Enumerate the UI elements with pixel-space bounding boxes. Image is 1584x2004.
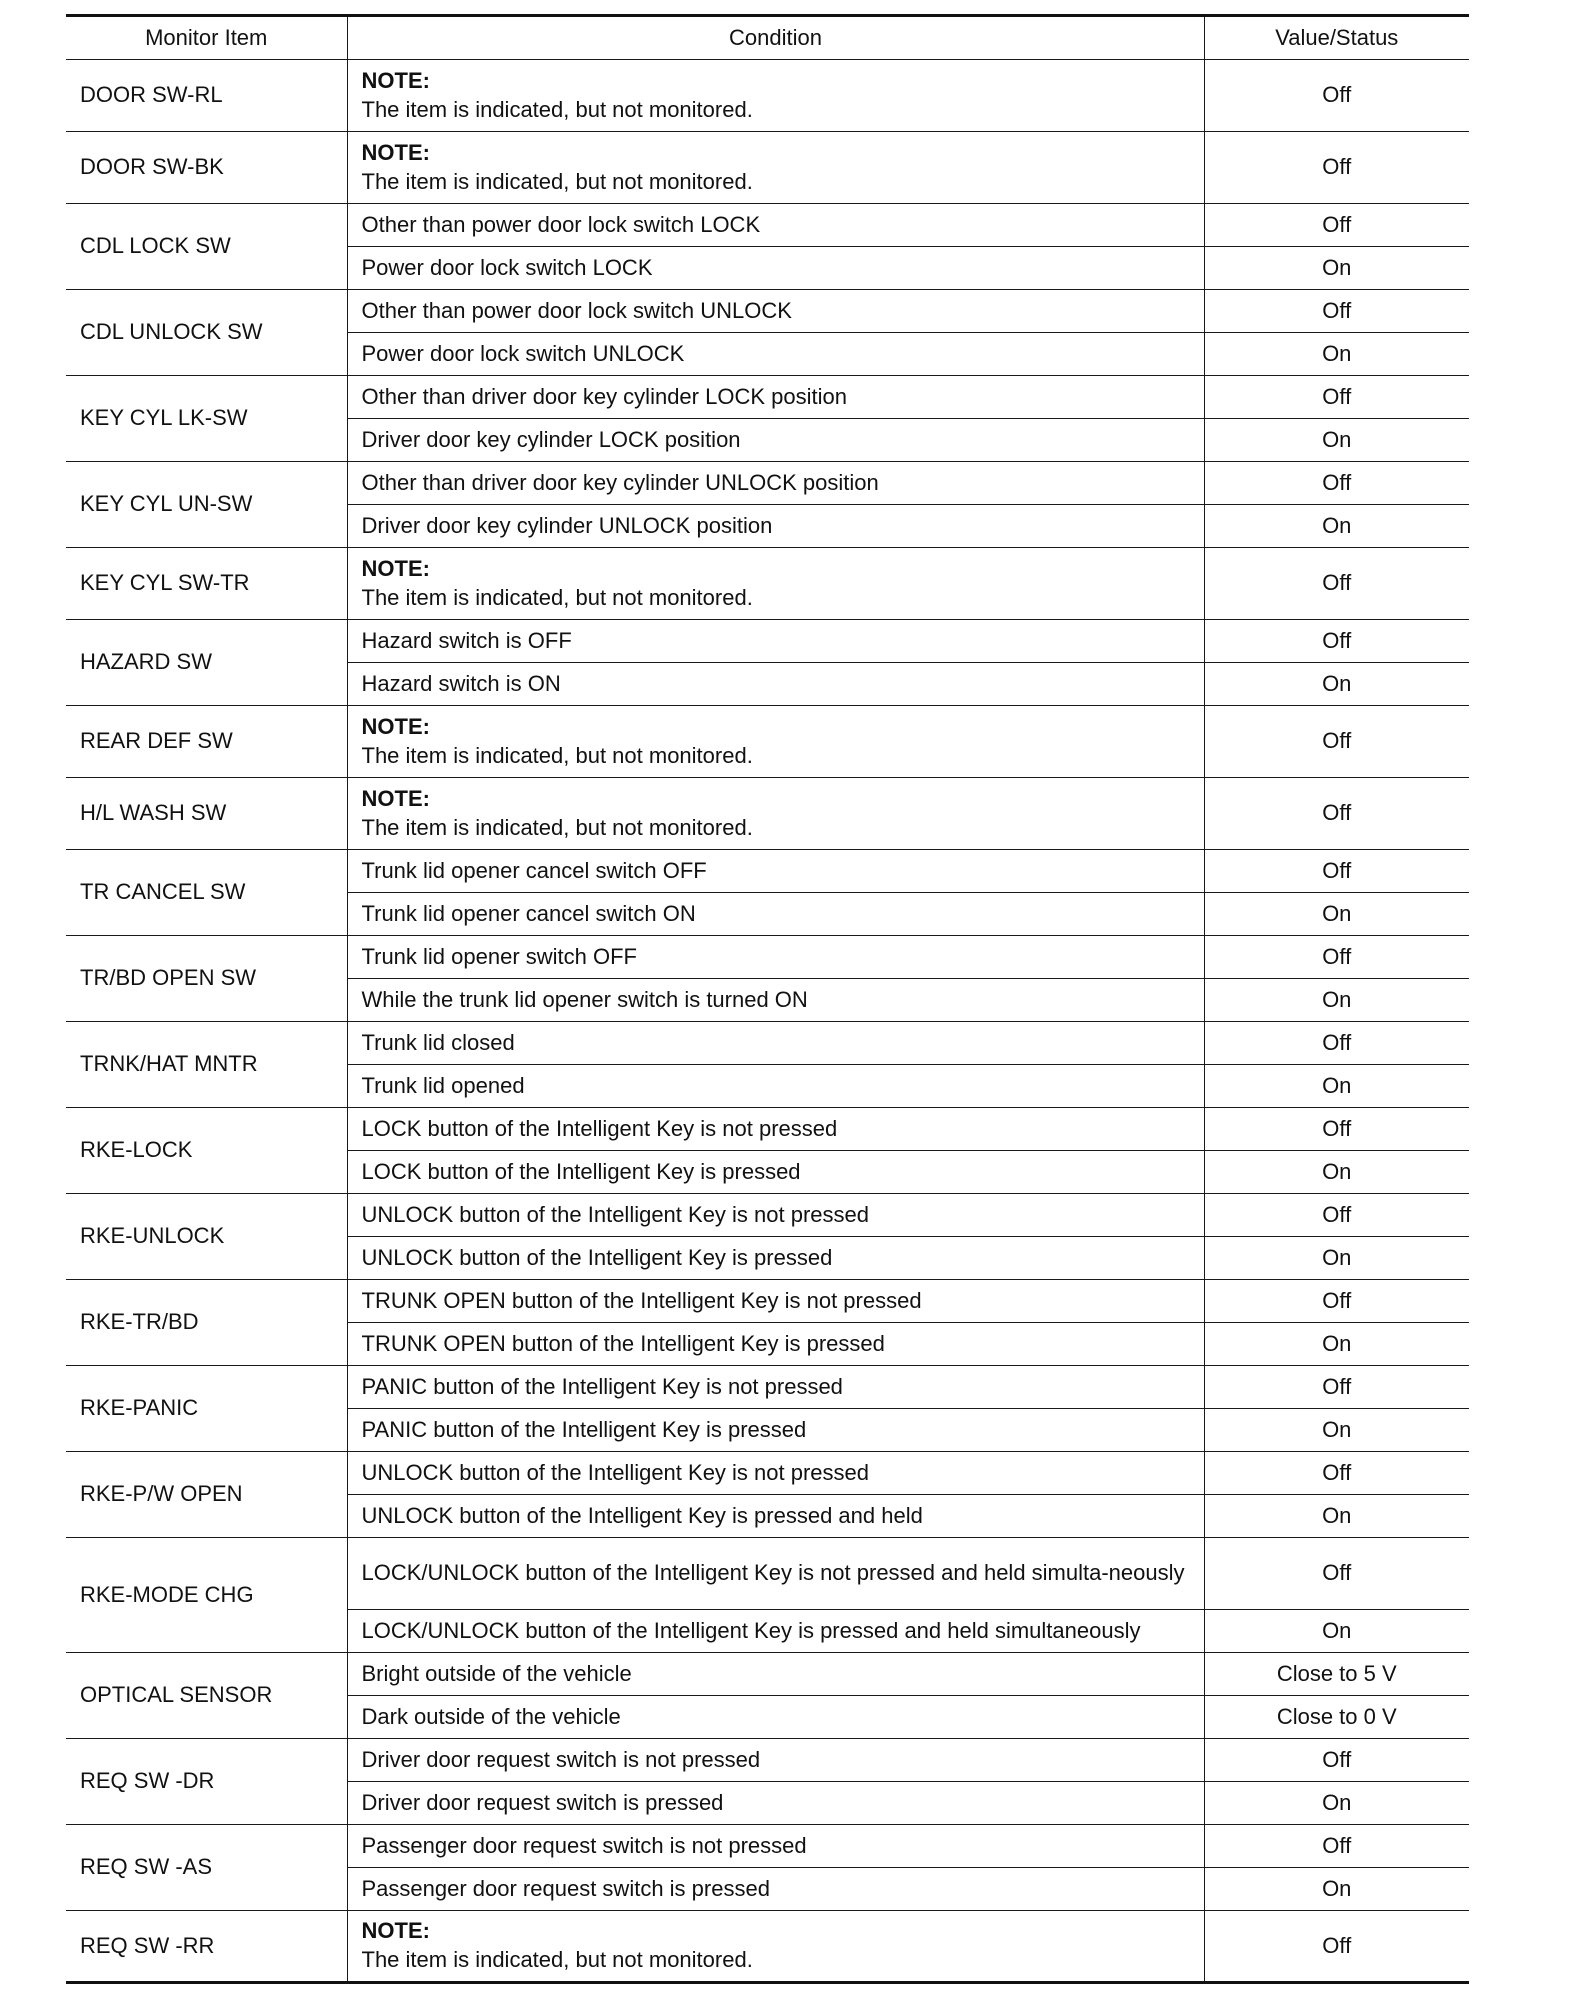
monitor-item-cell: RKE-MODE CHG — [66, 1538, 347, 1653]
monitor-item-cell: CDL UNLOCK SW — [66, 290, 347, 376]
value-status-cell: Off — [1204, 1739, 1469, 1782]
note-cell — [347, 1911, 1204, 1983]
value-status-cell: On — [1204, 419, 1469, 462]
condition-cell: Trunk lid opener switch OFF — [347, 936, 1204, 979]
value-status-cell: On — [1204, 663, 1469, 706]
note-text: The item is indicated, but not monitored. — [361, 814, 753, 840]
condition-cell: Trunk lid opener cancel switch OFF — [347, 850, 1204, 893]
condition-cell: Bright outside of the vehicle — [347, 1653, 1204, 1696]
condition-cell: Other than power door lock switch UNLOCK — [347, 290, 1204, 333]
value-status-cell: Off — [1204, 1280, 1469, 1323]
value-status-cell: Off — [1204, 548, 1469, 620]
note-cell — [347, 132, 1204, 204]
monitor-item-cell: CDL LOCK SW — [66, 204, 347, 290]
condition-cell: TRUNK OPEN button of the Intelligent Key is pressed — [347, 1323, 1204, 1366]
monitor-item-cell: OPTICAL SENSOR — [66, 1653, 347, 1739]
header-monitor-item: Monitor Item — [66, 16, 347, 60]
condition-cell: Passenger door request switch is not pressed — [347, 1825, 1204, 1868]
note-text: The item is indicated, but not monitored. — [361, 168, 753, 194]
condition-cell: UNLOCK button of the Intelligent Key is pressed — [347, 1237, 1204, 1280]
value-status-cell: On — [1204, 979, 1469, 1022]
monitor-item-cell: HAZARD SW — [66, 620, 347, 706]
monitor-item-cell: RKE-PANIC — [66, 1366, 347, 1452]
monitor-item-cell: KEY CYL UN-SW — [66, 462, 347, 548]
table-row — [66, 706, 1469, 778]
table-row — [66, 1366, 1469, 1409]
value-status-cell: Off — [1204, 204, 1469, 247]
condition-cell: LOCK/UNLOCK button of the Intelligent Key is pressed and held simultaneously — [347, 1610, 1204, 1653]
monitor-item-cell: RKE-LOCK — [66, 1108, 347, 1194]
monitor-item-cell: REQ SW -DR — [66, 1739, 347, 1825]
condition-cell: LOCK/UNLOCK button of the Intelligent Key is not pressed and held simulta-neously — [347, 1538, 1204, 1610]
value-status-cell: On — [1204, 1151, 1469, 1194]
value-status-cell: Off — [1204, 132, 1469, 204]
value-status-cell: Close to 0 V — [1204, 1696, 1469, 1739]
value-status-cell: Off — [1204, 620, 1469, 663]
condition-cell: UNLOCK button of the Intelligent Key is pressed and held — [347, 1495, 1204, 1538]
header-condition: Condition — [347, 16, 1204, 60]
monitor-item-cell: KEY CYL SW-TR — [66, 548, 347, 620]
monitor-item-cell: TR CANCEL SW — [66, 850, 347, 936]
table-row — [66, 1194, 1469, 1237]
table-row — [66, 132, 1469, 204]
note-label: NOTE: — [361, 1918, 430, 1944]
note-label: NOTE: — [361, 785, 430, 811]
monitor-item-cell: RKE-UNLOCK — [66, 1194, 347, 1280]
value-status-cell: Off — [1204, 778, 1469, 850]
header-row — [66, 16, 1469, 60]
value-status-cell: On — [1204, 1868, 1469, 1911]
condition-cell: While the trunk lid opener switch is turned ON — [347, 979, 1204, 1022]
condition-cell: Other than driver door key cylinder LOCK position — [347, 376, 1204, 419]
value-status-cell: Close to 5 V — [1204, 1653, 1469, 1696]
value-status-cell: Off — [1204, 1366, 1469, 1409]
value-status-cell: On — [1204, 1495, 1469, 1538]
condition-cell: Passenger door request switch is pressed — [347, 1868, 1204, 1911]
condition-cell: Driver door request switch is not pressed — [347, 1739, 1204, 1782]
value-status-cell: On — [1204, 1065, 1469, 1108]
monitor-item-cell: RKE-TR/BD — [66, 1280, 347, 1366]
table-row — [66, 1825, 1469, 1868]
table-row — [66, 1280, 1469, 1323]
monitor-item-cell: REQ SW -AS — [66, 1825, 347, 1911]
table-row — [66, 778, 1469, 850]
value-status-cell: Off — [1204, 936, 1469, 979]
table-body — [66, 60, 1469, 1983]
note-text: The item is indicated, but not monitored. — [361, 742, 753, 768]
condition-cell: Hazard switch is OFF — [347, 620, 1204, 663]
monitor-item-cell: REAR DEF SW — [66, 706, 347, 778]
monitor-item-cell: TRNK/HAT MNTR — [66, 1022, 347, 1108]
value-status-cell: Off — [1204, 1108, 1469, 1151]
table-row — [66, 290, 1469, 333]
value-status-cell: Off — [1204, 60, 1469, 132]
condition-cell: UNLOCK button of the Intelligent Key is not pressed — [347, 1194, 1204, 1237]
monitor-item-cell: REQ SW -RR — [66, 1911, 347, 1983]
table-row — [66, 1653, 1469, 1696]
monitor-item-cell: KEY CYL LK-SW — [66, 376, 347, 462]
value-status-cell: Off — [1204, 1538, 1469, 1610]
condition-cell: PANIC button of the Intelligent Key is pressed — [347, 1409, 1204, 1452]
table-row — [66, 1108, 1469, 1151]
value-status-cell: Off — [1204, 706, 1469, 778]
value-status-cell: Off — [1204, 1452, 1469, 1495]
condition-cell: Hazard switch is ON — [347, 663, 1204, 706]
note-label: NOTE: — [361, 555, 430, 581]
condition-cell: UNLOCK button of the Intelligent Key is not pressed — [347, 1452, 1204, 1495]
monitor-item-table — [66, 14, 1469, 1984]
condition-cell: LOCK button of the Intelligent Key is pressed — [347, 1151, 1204, 1194]
value-status-cell: On — [1204, 1610, 1469, 1653]
condition-cell: Driver door key cylinder LOCK position — [347, 419, 1204, 462]
table-row — [66, 936, 1469, 979]
table-row — [66, 1538, 1469, 1610]
condition-cell: Driver door key cylinder UNLOCK position — [347, 505, 1204, 548]
monitor-item-cell: DOOR SW-RL — [66, 60, 347, 132]
condition-cell: TRUNK OPEN button of the Intelligent Key is not pressed — [347, 1280, 1204, 1323]
monitor-item-cell: DOOR SW-BK — [66, 132, 347, 204]
condition-cell: Other than driver door key cylinder UNLOCK position — [347, 462, 1204, 505]
value-status-cell: On — [1204, 1782, 1469, 1825]
value-status-cell: Off — [1204, 376, 1469, 419]
monitor-item-cell: RKE-P/W OPEN — [66, 1452, 347, 1538]
note-text: The item is indicated, but not monitored. — [361, 96, 753, 122]
note-text: The item is indicated, but not monitored. — [361, 1947, 753, 1972]
value-status-cell: On — [1204, 505, 1469, 548]
note-label: NOTE: — [361, 139, 430, 165]
value-status-cell: On — [1204, 1237, 1469, 1280]
condition-cell: Trunk lid opened — [347, 1065, 1204, 1108]
table-row — [66, 620, 1469, 663]
note-cell — [347, 778, 1204, 850]
condition-cell: Power door lock switch UNLOCK — [347, 333, 1204, 376]
value-status-cell: On — [1204, 893, 1469, 936]
condition-cell: Power door lock switch LOCK — [347, 247, 1204, 290]
value-status-cell: Off — [1204, 290, 1469, 333]
table-row — [66, 850, 1469, 893]
value-status-cell: Off — [1204, 1022, 1469, 1065]
value-status-cell: On — [1204, 1323, 1469, 1366]
note-text: The item is indicated, but not monitored. — [361, 584, 753, 610]
note-label: NOTE: — [361, 713, 430, 739]
monitor-item-cell: H/L WASH SW — [66, 778, 347, 850]
table-row — [66, 204, 1469, 247]
condition-cell: Dark outside of the vehicle — [347, 1696, 1204, 1739]
note-cell — [347, 706, 1204, 778]
value-status-cell: Off — [1204, 1911, 1469, 1983]
table-row — [66, 462, 1469, 505]
header-value-status: Value/Status — [1204, 16, 1469, 60]
note-cell — [347, 60, 1204, 132]
value-status-cell: On — [1204, 1409, 1469, 1452]
value-status-cell: Off — [1204, 850, 1469, 893]
condition-cell: PANIC button of the Intelligent Key is not pressed — [347, 1366, 1204, 1409]
table-row — [66, 60, 1469, 132]
value-status-cell: On — [1204, 247, 1469, 290]
table-row — [66, 1739, 1469, 1782]
condition-cell: Other than power door lock switch LOCK — [347, 204, 1204, 247]
value-status-cell: Off — [1204, 462, 1469, 505]
condition-cell: Trunk lid opener cancel switch ON — [347, 893, 1204, 936]
table-row — [66, 548, 1469, 620]
table-row — [66, 1022, 1469, 1065]
table-row — [66, 376, 1469, 419]
condition-cell: LOCK button of the Intelligent Key is not pressed — [347, 1108, 1204, 1151]
condition-cell: Driver door request switch is pressed — [347, 1782, 1204, 1825]
note-label: NOTE: — [361, 67, 430, 93]
condition-cell: Trunk lid closed — [347, 1022, 1204, 1065]
value-status-cell: Off — [1204, 1825, 1469, 1868]
table-row — [66, 1911, 1469, 1983]
monitor-item-cell: TR/BD OPEN SW — [66, 936, 347, 1022]
value-status-cell: Off — [1204, 1194, 1469, 1237]
note-cell — [347, 548, 1204, 620]
table-row — [66, 1452, 1469, 1495]
value-status-cell: On — [1204, 333, 1469, 376]
